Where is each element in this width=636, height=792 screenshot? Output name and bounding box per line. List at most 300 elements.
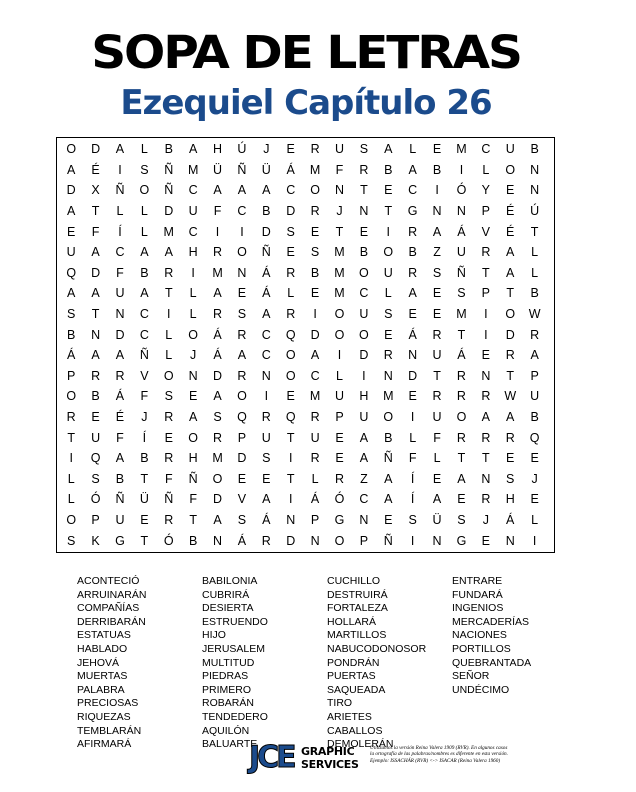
grid-letter[interactable]: Ñ (383, 451, 393, 466)
grid-letter[interactable]: Ü (261, 162, 271, 177)
grid-letter[interactable]: F (189, 492, 197, 507)
grid-letter[interactable]: G (407, 204, 418, 219)
grid-letter[interactable]: Ó (163, 533, 174, 548)
grid-letter[interactable]: A (506, 245, 515, 260)
grid-letter[interactable]: E (188, 389, 198, 404)
grid-letter[interactable]: A (67, 204, 76, 219)
grid-letter[interactable]: Z (433, 245, 441, 260)
grid-letter[interactable]: N (359, 204, 369, 219)
grid-letter[interactable]: S (91, 471, 100, 486)
grid-letter[interactable]: Ú (530, 204, 540, 219)
grid-letter[interactable]: A (140, 245, 149, 260)
grid-letter[interactable]: E (335, 451, 344, 466)
grid-letter[interactable]: A (188, 410, 198, 425)
grid-letter[interactable]: O (334, 533, 345, 548)
grid-letter[interactable]: N (237, 265, 247, 280)
grid-letter[interactable]: L (531, 245, 539, 260)
grid-letter[interactable]: I (362, 368, 366, 383)
grid-letter[interactable]: D (286, 533, 296, 548)
grid-letter[interactable]: A (237, 183, 247, 198)
grid-letter[interactable]: A (188, 142, 198, 157)
grid-letter[interactable]: I (484, 327, 488, 342)
grid-letter[interactable]: W (504, 389, 517, 404)
grid-letter[interactable]: F (408, 451, 417, 466)
grid-letter[interactable]: Á (262, 512, 271, 527)
grid-letter[interactable]: D (213, 492, 223, 507)
grid-letter[interactable]: K (91, 533, 100, 548)
grid-letter[interactable]: Ü (213, 162, 223, 177)
grid-letter[interactable]: É (91, 162, 100, 177)
grid-letter[interactable]: U (334, 142, 344, 157)
grid-letter[interactable]: I (313, 307, 317, 322)
grid-letter[interactable]: A (408, 286, 417, 301)
grid-letter[interactable]: B (432, 162, 442, 177)
grid-letter[interactable]: S (237, 512, 247, 527)
grid-letter[interactable]: R (213, 307, 223, 322)
grid-letter[interactable]: I (191, 265, 195, 280)
grid-letter[interactable]: R (481, 492, 491, 507)
grid-letter[interactable]: T (457, 327, 466, 342)
grid-letter[interactable]: E (310, 224, 320, 239)
grid-letter[interactable]: E (286, 142, 295, 157)
grid-letter[interactable]: I (288, 492, 293, 507)
grid-letter[interactable]: E (384, 327, 393, 342)
grid-letter[interactable]: O (212, 471, 223, 486)
grid-letter[interactable]: E (140, 512, 149, 527)
grid-letter[interactable]: H (188, 245, 198, 260)
grid-letter[interactable]: R (66, 410, 76, 425)
grid-letter[interactable]: R (530, 327, 540, 342)
grid-letter[interactable]: E (432, 142, 442, 157)
grid-letter[interactable]: Ñ (261, 245, 271, 260)
grid-letter[interactable]: R (481, 389, 491, 404)
grid-letter[interactable]: B (359, 245, 369, 260)
grid-letter[interactable]: Q (237, 410, 247, 425)
grid-letter[interactable]: U (530, 389, 540, 404)
grid-letter[interactable]: L (189, 307, 197, 322)
grid-letter[interactable]: N (188, 368, 198, 383)
grid-letter[interactable]: O (359, 327, 369, 342)
grid-letter[interactable]: Á (506, 512, 515, 527)
grid-letter[interactable]: É (506, 224, 515, 239)
grid-letter[interactable]: L (531, 265, 539, 280)
grid-letter[interactable]: I (167, 307, 171, 322)
grid-letter[interactable]: F (116, 430, 124, 445)
grid-letter[interactable]: R (164, 451, 174, 466)
grid-letter[interactable]: D (408, 368, 418, 383)
grid-letter[interactable]: A (115, 451, 125, 466)
grid-letter[interactable]: B (91, 389, 100, 404)
grid-letter[interactable]: T (506, 368, 515, 383)
grid-letter[interactable]: N (261, 368, 271, 383)
grid-letter[interactable]: Ü (432, 512, 442, 527)
grid-letter[interactable]: L (67, 471, 75, 486)
grid-letter[interactable]: R (456, 389, 466, 404)
grid-letter[interactable]: L (165, 348, 173, 363)
grid-letter[interactable]: Ñ (188, 471, 198, 486)
grid-letter[interactable]: B (408, 245, 417, 260)
grid-letter[interactable]: U (383, 265, 393, 280)
grid-letter[interactable]: S (67, 533, 76, 548)
grid-letter[interactable]: A (91, 286, 100, 301)
grid-letter[interactable]: D (91, 265, 101, 280)
grid-letter[interactable]: Í (142, 430, 147, 445)
grid-letter[interactable]: N (481, 368, 491, 383)
grid-letter[interactable]: S (310, 245, 320, 260)
grid-letter[interactable]: S (237, 307, 247, 322)
grid-letter[interactable]: T (360, 183, 368, 198)
grid-letter[interactable]: J (141, 410, 148, 425)
grid-letter[interactable]: Ñ (164, 492, 174, 507)
grid-letter[interactable]: H (505, 492, 515, 507)
grid-letter[interactable]: C (139, 307, 149, 322)
grid-letter[interactable]: C (359, 492, 369, 507)
grid-letter[interactable]: A (310, 348, 320, 363)
grid-letter[interactable]: D (91, 142, 101, 157)
grid-letter[interactable]: U (91, 430, 101, 445)
grid-letter[interactable]: N (359, 512, 369, 527)
grid-letter[interactable]: C (359, 286, 369, 301)
grid-letter[interactable]: O (66, 142, 77, 157)
grid-letter[interactable]: N (334, 183, 344, 198)
grid-letter[interactable]: S (213, 410, 222, 425)
grid-letter[interactable]: T (286, 471, 295, 486)
grid-letter[interactable]: O (139, 183, 150, 198)
grid-letter[interactable]: M (309, 162, 321, 177)
grid-letter[interactable]: R (432, 389, 442, 404)
grid-letter[interactable]: R (383, 348, 393, 363)
grid-letter[interactable]: E (310, 286, 320, 301)
grid-letter[interactable]: L (311, 471, 319, 486)
grid-letter[interactable]: R (310, 204, 320, 219)
grid-letter[interactable]: A (213, 183, 222, 198)
grid-letter[interactable]: C (310, 368, 320, 383)
grid-letter[interactable]: S (408, 512, 417, 527)
grid-letter[interactable]: R (481, 245, 491, 260)
grid-letter[interactable]: O (188, 430, 199, 445)
grid-letter[interactable]: E (286, 245, 295, 260)
grid-letter[interactable]: Ú (237, 142, 247, 157)
grid-letter[interactable]: C (261, 327, 271, 342)
grid-letter[interactable]: U (261, 430, 271, 445)
grid-letter[interactable]: E (506, 183, 515, 198)
grid-letter[interactable]: N (286, 512, 296, 527)
grid-letter[interactable]: É (115, 410, 125, 425)
grid-letter[interactable]: P (530, 368, 539, 383)
grid-letter[interactable]: O (237, 389, 247, 404)
grid-letter[interactable]: L (287, 286, 295, 301)
grid-letter[interactable]: L (531, 512, 539, 527)
grid-letter[interactable]: A (384, 492, 393, 507)
grid-letter[interactable]: N (432, 533, 442, 548)
grid-letter[interactable]: L (482, 162, 490, 177)
grid-letter[interactable]: R (505, 348, 515, 363)
grid-letter[interactable]: A (67, 286, 76, 301)
grid-letter[interactable]: O (383, 245, 394, 260)
grid-letter[interactable]: O (163, 368, 174, 383)
grid-letter[interactable]: E (506, 451, 515, 466)
grid-letter[interactable]: E (237, 471, 247, 486)
grid-letter[interactable]: N (505, 533, 515, 548)
grid-letter[interactable]: E (359, 224, 369, 239)
grid-letter[interactable]: B (530, 286, 539, 301)
grid-letter[interactable]: N (530, 183, 540, 198)
grid-letter[interactable]: R (310, 451, 320, 466)
grid-letter[interactable]: R (213, 245, 223, 260)
grid-letter[interactable]: A (432, 492, 442, 507)
grid-letter[interactable]: S (164, 389, 173, 404)
grid-letter[interactable]: R (505, 430, 515, 445)
grid-letter[interactable]: Í (410, 471, 415, 486)
grid-letter[interactable]: S (457, 512, 466, 527)
grid-letter[interactable]: I (532, 533, 537, 548)
grid-letter[interactable]: Y (481, 183, 490, 198)
grid-letter[interactable]: A (262, 307, 271, 322)
grid-letter[interactable]: Ñ (164, 183, 174, 198)
grid-letter[interactable]: O (505, 307, 516, 322)
grid-letter[interactable]: S (432, 265, 442, 280)
grid-letter[interactable]: C (115, 245, 125, 260)
grid-letter[interactable]: A (115, 142, 125, 157)
grid-letter[interactable]: U (432, 410, 442, 425)
grid-letter[interactable]: T (384, 204, 393, 219)
grid-letter[interactable]: A (91, 348, 100, 363)
grid-letter[interactable]: L (189, 286, 197, 301)
grid-letter[interactable]: A (140, 286, 149, 301)
grid-letter[interactable]: R (408, 224, 418, 239)
grid-letter[interactable]: A (408, 162, 417, 177)
grid-letter[interactable]: R (213, 430, 223, 445)
grid-letter[interactable]: U (115, 512, 125, 527)
grid-letter[interactable]: I (410, 533, 415, 548)
grid-letter[interactable]: Á (262, 286, 271, 301)
grid-letter[interactable]: Á (457, 224, 466, 239)
grid-letter[interactable]: Q (285, 327, 296, 342)
grid-letter[interactable]: L (165, 327, 173, 342)
grid-letter[interactable]: U (66, 245, 76, 260)
grid-letter[interactable]: A (530, 348, 539, 363)
grid-letter[interactable]: Ñ (115, 492, 125, 507)
grid-letter[interactable]: I (118, 162, 122, 177)
grid-letter[interactable]: E (408, 307, 417, 322)
grid-letter[interactable]: A (384, 471, 393, 486)
grid-letter[interactable]: I (386, 224, 391, 239)
grid-letter[interactable]: C (188, 224, 198, 239)
grid-letter[interactable]: Q (66, 265, 77, 280)
grid-letter[interactable]: B (530, 410, 539, 425)
grid-letter[interactable]: A (457, 471, 466, 486)
grid-letter[interactable]: H (359, 389, 369, 404)
grid-letter[interactable]: G (115, 533, 125, 548)
grid-letter[interactable]: E (408, 389, 417, 404)
grid-letter[interactable]: N (91, 327, 101, 342)
grid-letter[interactable]: Ó (334, 492, 345, 507)
grid-letter[interactable]: A (359, 451, 369, 466)
grid-letter[interactable]: S (262, 451, 271, 466)
grid-letter[interactable]: R (286, 265, 296, 280)
grid-letter[interactable]: I (337, 348, 342, 363)
grid-letter[interactable]: O (237, 245, 247, 260)
grid-letter[interactable]: E (91, 410, 100, 425)
grid-letter[interactable]: B (115, 471, 125, 486)
grid-letter[interactable]: O (383, 410, 394, 425)
grid-letter[interactable]: A (213, 512, 222, 527)
grid-letter[interactable]: F (164, 471, 173, 486)
grid-letter[interactable]: N (456, 204, 466, 219)
grid-letter[interactable]: I (264, 389, 269, 404)
grid-letter[interactable]: Ñ (456, 265, 466, 280)
grid-letter[interactable]: O (310, 183, 320, 198)
grid-letter[interactable]: S (384, 307, 393, 322)
grid-letter[interactable]: E (164, 430, 173, 445)
grid-letter[interactable]: S (457, 286, 466, 301)
grid-letter[interactable]: T (140, 471, 149, 486)
grid-letter[interactable]: N (530, 162, 540, 177)
grid-letter[interactable]: L (140, 224, 148, 239)
grid-letter[interactable]: F (140, 389, 149, 404)
grid-letter[interactable]: B (140, 265, 149, 280)
grid-letter[interactable]: D (66, 183, 76, 198)
grid-letter[interactable]: O (285, 368, 296, 383)
grid-letter[interactable]: U (359, 410, 369, 425)
grid-letter[interactable]: R (408, 265, 418, 280)
grid-letter[interactable]: M (383, 389, 394, 404)
grid-letter[interactable]: T (506, 286, 515, 301)
grid-letter[interactable]: N (481, 471, 491, 486)
grid-letter[interactable]: H (213, 142, 223, 157)
grid-letter[interactable]: G (334, 512, 345, 527)
grid-letter[interactable]: L (67, 492, 75, 507)
grid-letter[interactable]: A (384, 142, 393, 157)
grid-letter[interactable]: O (285, 348, 296, 363)
grid-letter[interactable]: E (481, 533, 490, 548)
grid-letter[interactable]: Ó (90, 492, 101, 507)
grid-letter[interactable]: R (481, 430, 491, 445)
grid-letter[interactable]: M (456, 307, 467, 322)
grid-letter[interactable]: Q (529, 430, 540, 445)
grid-letter[interactable]: Á (213, 348, 222, 363)
grid-letter[interactable]: A (237, 348, 247, 363)
grid-letter[interactable]: J (190, 348, 197, 363)
grid-letter[interactable]: A (213, 389, 222, 404)
grid-letter[interactable]: P (67, 368, 76, 383)
grid-letter[interactable]: Á (262, 265, 271, 280)
grid-letter[interactable]: T (67, 430, 76, 445)
grid-letter[interactable]: S (286, 224, 295, 239)
grid-letter[interactable]: R (310, 142, 320, 157)
grid-letter[interactable]: H (188, 451, 198, 466)
grid-letter[interactable]: M (212, 265, 223, 280)
grid-letter[interactable]: B (530, 142, 539, 157)
grid-letter[interactable]: O (334, 327, 345, 342)
grid-letter[interactable]: D (213, 368, 223, 383)
grid-letter[interactable]: T (482, 451, 490, 466)
grid-letter[interactable]: R (164, 410, 174, 425)
grid-letter[interactable]: C (237, 204, 247, 219)
grid-letter[interactable]: I (288, 451, 293, 466)
grid-letter[interactable]: Ñ (139, 348, 149, 363)
grid-letter[interactable]: S (67, 307, 76, 322)
grid-letter[interactable]: F (213, 204, 222, 219)
grid-letter[interactable]: N (383, 368, 393, 383)
grid-letter[interactable]: O (359, 265, 369, 280)
grid-letter[interactable]: T (91, 204, 100, 219)
grid-letter[interactable]: R (359, 162, 369, 177)
grid-letter[interactable]: U (456, 245, 466, 260)
grid-letter[interactable]: B (188, 533, 198, 548)
grid-letter[interactable]: T (189, 512, 197, 527)
grid-letter[interactable]: L (409, 430, 417, 445)
grid-letter[interactable]: E (286, 389, 295, 404)
grid-letter[interactable]: É (506, 204, 515, 219)
grid-letter[interactable]: X (91, 183, 100, 198)
grid-letter[interactable]: D (261, 224, 271, 239)
grid-letter[interactable]: R (237, 368, 247, 383)
grid-letter[interactable]: R (115, 368, 125, 383)
grid-letter[interactable]: C (481, 142, 491, 157)
grid-letter[interactable]: P (481, 286, 490, 301)
grid-letter[interactable]: T (91, 307, 100, 322)
grid-letter[interactable]: B (140, 451, 149, 466)
grid-letter[interactable]: A (481, 410, 490, 425)
grid-letter[interactable]: B (262, 204, 271, 219)
grid-letter[interactable]: I (240, 224, 244, 239)
grid-letter[interactable]: L (336, 368, 343, 383)
grid-letter[interactable]: A (262, 183, 271, 198)
grid-letter[interactable]: J (336, 204, 343, 219)
grid-letter[interactable]: E (384, 512, 393, 527)
grid-letter[interactable]: T (457, 451, 466, 466)
grid-letter[interactable]: R (237, 327, 247, 342)
grid-letter[interactable]: M (456, 142, 467, 157)
grid-letter[interactable]: I (484, 307, 488, 322)
grid-letter[interactable]: O (334, 307, 345, 322)
grid-letter[interactable]: D (286, 204, 296, 219)
grid-letter[interactable]: R (456, 368, 466, 383)
grid-letter[interactable]: B (310, 265, 320, 280)
grid-letter[interactable]: Ñ (383, 533, 393, 548)
grid-letter[interactable]: P (310, 512, 320, 527)
grid-letter[interactable]: I (69, 451, 73, 466)
grid-letter[interactable]: P (481, 204, 490, 219)
grid-letter[interactable]: C (261, 348, 271, 363)
grid-letter[interactable]: N (115, 307, 125, 322)
grid-letter[interactable]: Á (408, 327, 417, 342)
grid-letter[interactable]: P (359, 533, 369, 548)
grid-letter[interactable]: E (384, 183, 393, 198)
grid-letter[interactable]: N (213, 533, 223, 548)
grid-letter[interactable]: F (116, 265, 124, 280)
grid-letter[interactable]: L (140, 204, 148, 219)
grid-letter[interactable]: D (359, 348, 369, 363)
grid-letter[interactable]: N (408, 348, 418, 363)
grid-letter[interactable]: Á (457, 348, 466, 363)
grid-letter[interactable]: F (433, 430, 441, 445)
grid-letter[interactable]: W (528, 307, 541, 322)
grid-letter[interactable]: E (530, 492, 539, 507)
grid-letter[interactable]: C (408, 183, 418, 198)
grid-letter[interactable]: A (262, 492, 271, 507)
grid-letter[interactable]: V (481, 224, 490, 239)
grid-letter[interactable]: S (359, 142, 369, 157)
grid-letter[interactable]: Í (118, 224, 122, 239)
grid-letter[interactable]: E (67, 224, 76, 239)
grid-letter[interactable]: Í (410, 492, 415, 507)
grid-letter[interactable]: L (384, 286, 392, 301)
grid-letter[interactable]: T (433, 368, 441, 383)
grid-letter[interactable]: O (66, 389, 77, 404)
grid-letter[interactable]: T (164, 286, 173, 301)
